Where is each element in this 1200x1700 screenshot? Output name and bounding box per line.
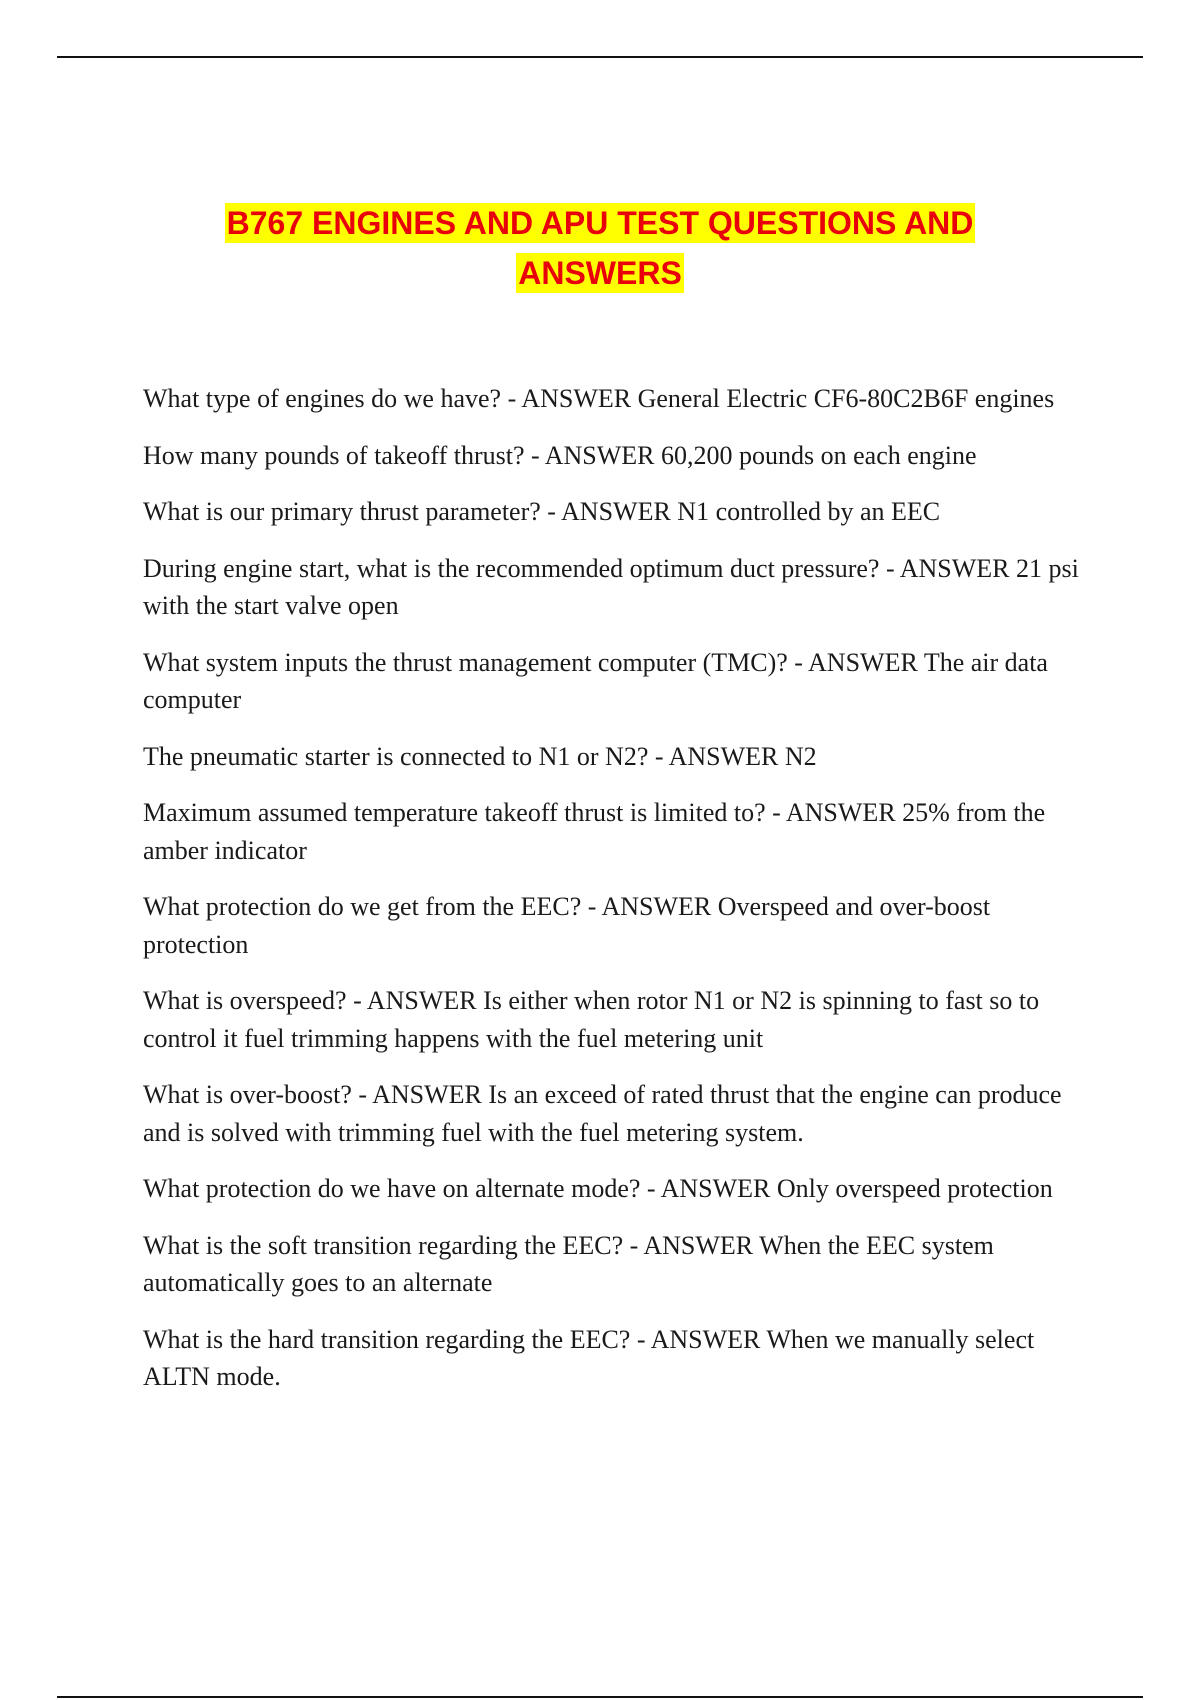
title-line-1: B767 ENGINES AND APU TEST QUESTIONS AND bbox=[226, 205, 974, 241]
top-rule bbox=[57, 56, 1143, 58]
title-line-2: ANSWERS bbox=[518, 255, 682, 291]
qa-item: How many pounds of takeoff thrust? - ANSWER 60,200 pounds on each engine bbox=[143, 440, 977, 470]
document-title bbox=[150, 198, 1050, 298]
qa-item: What type of engines do we have? - ANSWER General Electric CF6-80C2B6F engines bbox=[143, 384, 1055, 413]
qa-item: What is over-boost? - ANSWER Is an exceed of rated thrust that the engine can produce and is solved with trimming fuel with the fuel metering system. bbox=[143, 1080, 1062, 1147]
qa-list bbox=[143, 380, 1095, 1415]
qa-item: What is the soft transition regarding the EEC? - ANSWER When the EEC system automatically goes to an alternate bbox=[143, 1230, 994, 1297]
qa-item: What protection do we get from the EEC? - ANSWER Overspeed and over-boost protection bbox=[143, 892, 991, 959]
qa-item: The pneumatic starter is connected to N1 or N2? - ANSWER N2 bbox=[143, 741, 817, 771]
qa-item: What is the hard transition regarding the EEC? - ANSWER When we manually select ALTN mode. bbox=[143, 1324, 1035, 1391]
qa-item: Maximum assumed temperature takeoff thrust is limited to? - ANSWER 25% from the amber indicator bbox=[143, 798, 1046, 865]
qa-item: What is overspeed? - ANSWER Is either when rotor N1 or N2 is spinning to fast so to control it fuel trimming happens with the fuel metering unit bbox=[143, 986, 1040, 1053]
bottom-rule bbox=[57, 1696, 1143, 1698]
qa-item: What system inputs the thrust management computer (TMC)? - ANSWER The air data computer bbox=[143, 647, 1048, 714]
qa-item: What is our primary thrust parameter? - ANSWER N1 controlled by an EEC bbox=[143, 497, 941, 526]
qa-item: What protection do we have on alternate mode? - ANSWER Only overspeed protection bbox=[143, 1174, 1053, 1203]
qa-item: During engine start, what is the recommended optimum duct pressure? - ANSWER 21 psi with the start valve open bbox=[143, 553, 1079, 620]
